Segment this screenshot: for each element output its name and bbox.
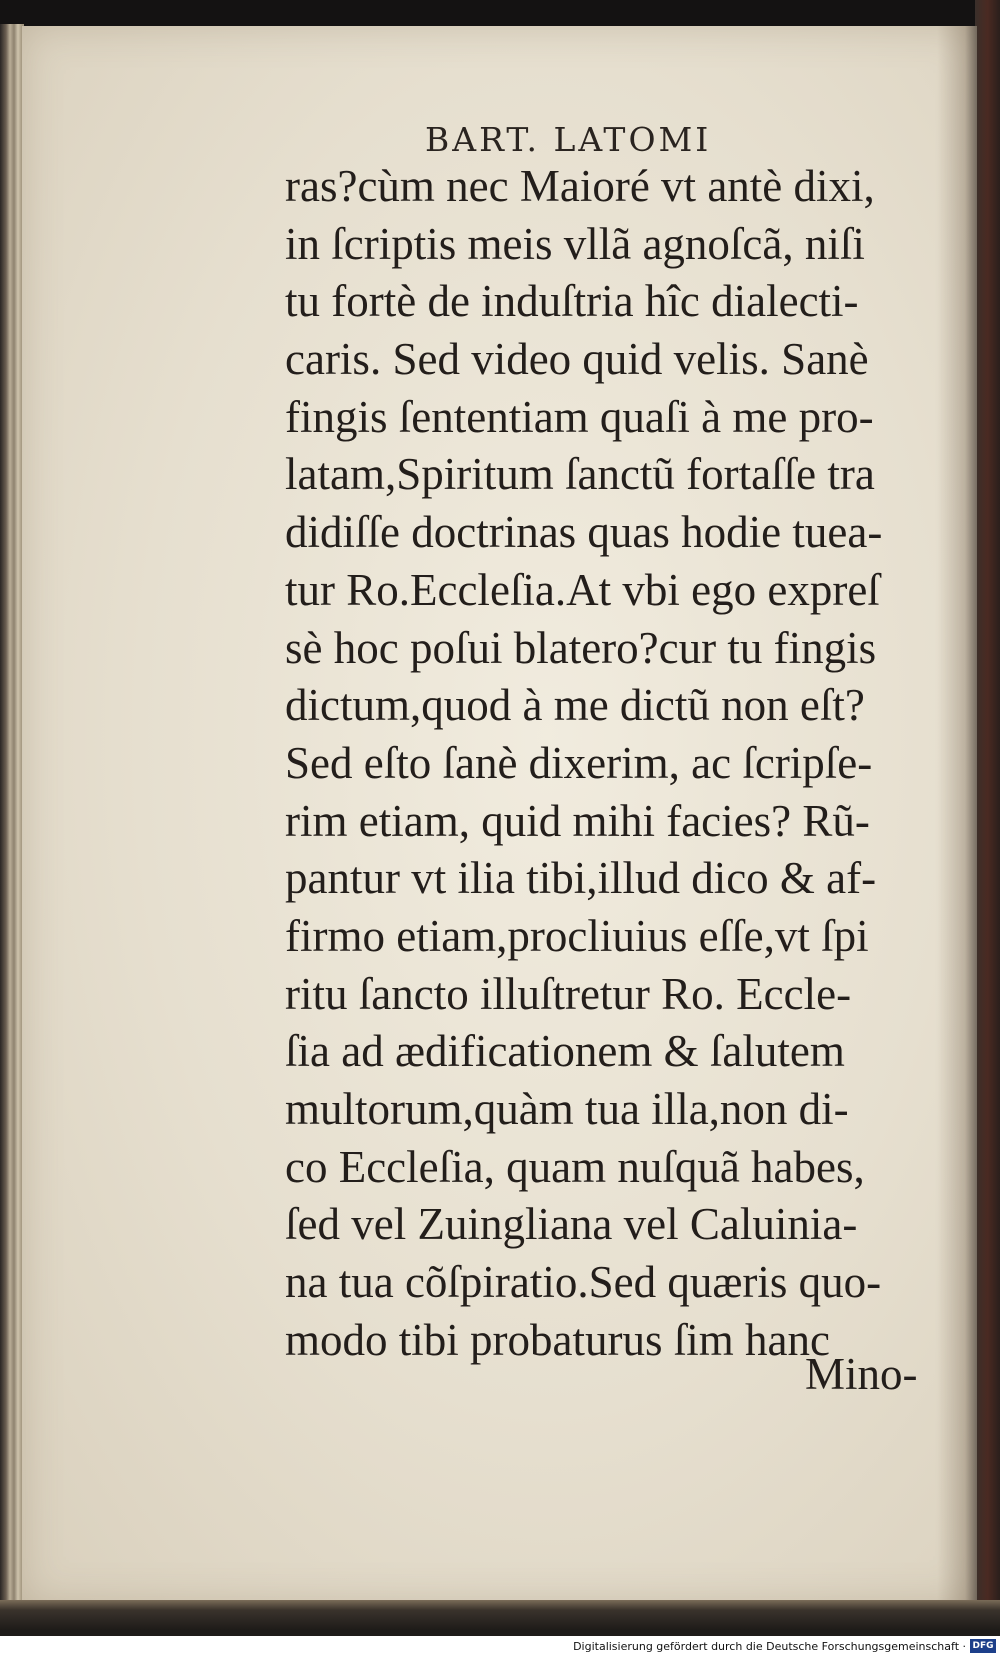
top-border xyxy=(0,0,1000,28)
text-line: ſia ad ædificationem & ſalutem xyxy=(285,1026,845,1077)
text-line: in ſcriptis meis vllã agnoſcã, niſi xyxy=(285,218,865,269)
running-head: BART. LATOMI xyxy=(425,120,712,159)
text-line: rim etiam, quid mihi facies? Rũ- xyxy=(285,795,870,846)
right-binding-edge xyxy=(975,0,1000,1625)
dfg-logo: DFG xyxy=(970,1639,996,1653)
text-line: pantur vt ilia tibi,illud dico & af- xyxy=(285,853,877,904)
text-line: co Eccleſia, quam nuſquã habes, xyxy=(285,1141,865,1192)
text-line: tu fortè de induſtria hîc dialecti- xyxy=(285,276,859,327)
text-line: fingis ſententiam quaſi à me pro- xyxy=(285,391,874,442)
text-line: latam,Spiritum ſanctũ fortaſſe tra xyxy=(285,449,875,500)
bottom-border xyxy=(0,1600,1000,1636)
text-line: ras?cùm nec Maioré vt antè dixi, xyxy=(285,161,875,211)
text-line: ſed vel Zuingliana vel Caluinia- xyxy=(285,1199,858,1250)
text-line: na tua cõſpiratio.Sed quæris quo- xyxy=(285,1257,882,1308)
text-line: modo tibi probaturus ſim hanc xyxy=(285,1314,830,1365)
text-line: caris. Sed video quid velis. Sanè xyxy=(285,334,869,385)
text-line: multorum,quàm tua illa,non di- xyxy=(285,1084,849,1134)
text-line: tur Ro.Eccleſia.At vbi ego expreſ xyxy=(285,564,880,615)
text-line: ritu ſancto illuſtretur Ro. Eccle- xyxy=(285,968,852,1019)
text-line: didiſſe doctrinas quas hodie tuea- xyxy=(285,507,883,558)
body-text xyxy=(285,158,950,1369)
text-line: Sed eſto ſanè dixerim, ac ſcripſe- xyxy=(285,737,873,788)
text-line: dictum,quod à me dictũ non eſt? xyxy=(285,680,865,731)
text-line: sè hoc poſui blatero?cur tu fingis xyxy=(285,622,877,673)
catchword: Mino- xyxy=(805,1349,918,1399)
digitization-credit: Digitalisierung gefördert durch die Deutsche Forschungsgemeinschaft · xyxy=(573,1640,966,1653)
text-line: firmo etiam,procliuius eſſe,vt ſpi xyxy=(285,910,869,961)
left-page-edges xyxy=(0,24,24,1624)
